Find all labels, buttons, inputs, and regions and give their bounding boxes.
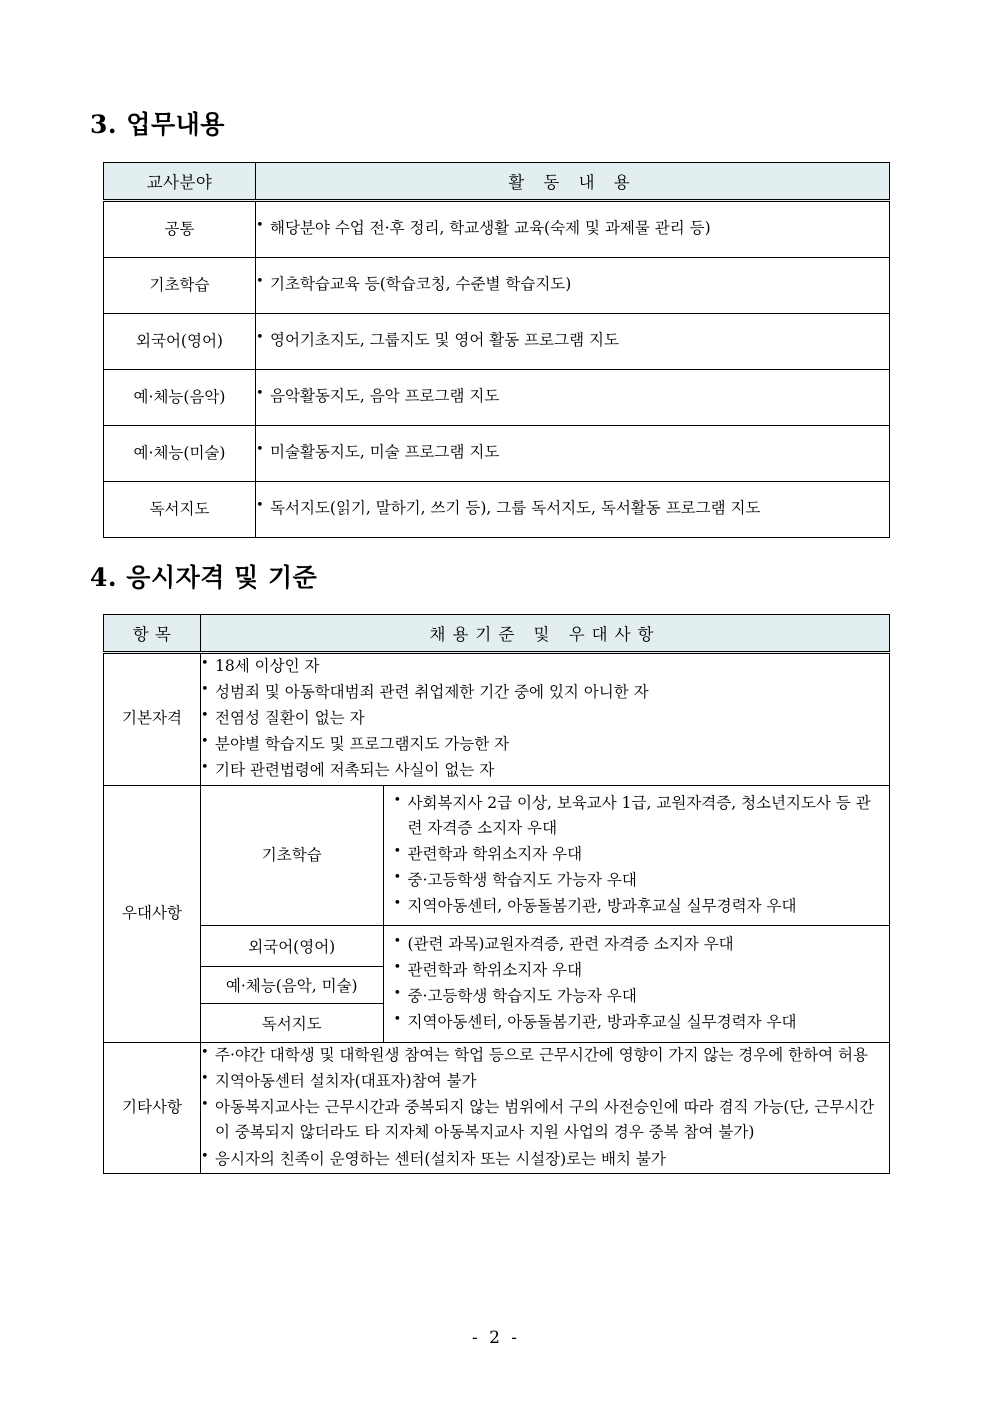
- bullet-item: • 영어기초지도, 그룹지도 및 영어 활동 프로그램 지도: [256, 328, 889, 353]
- bullet-item: • 18세 이상인 자: [201, 654, 889, 679]
- bullet-item: • 사회복지사 2급 이상, 보육교사 1급, 교원자격증, 청소년지도사 등 관련 자격증 소지자 우대: [394, 791, 882, 841]
- table-row: [104, 314, 890, 370]
- column-header-activity-content: 활 동 내 용: [256, 163, 890, 201]
- column-header-criteria: 채용기준 및 우대사항: [201, 615, 890, 653]
- bullet-item: • 응시자의 친족이 운영하는 센터(설치자 또는 시설장)로는 배치 불가: [201, 1147, 889, 1172]
- subgroup-label-reading-guidance: 독서지도: [261, 1015, 322, 1034]
- duty-content: [256, 314, 890, 370]
- duty-content: [256, 426, 890, 482]
- table-row: [104, 258, 890, 314]
- column-header-item: 항 목: [104, 615, 201, 653]
- preferred-subgroup-basic-learning: [201, 786, 889, 926]
- bullet-item: • 성범죄 및 아동학대범죄 관련 취업제한 기간 중에 있지 아니한 자: [201, 680, 889, 705]
- duty-category: 예·체능(음악): [104, 370, 256, 426]
- bullet-item: • 지역아동센터, 아동돌봄기관, 방과후교실 실무경력자 우대: [394, 1010, 882, 1035]
- bullet-item: • 기초학습교육 등(학습코칭, 수준별 학습지도): [256, 272, 889, 297]
- other-matters-content: [201, 1043, 890, 1174]
- bullet-item: • 해당분야 수업 전·후 정리, 학교생활 교육(숙제 및 과제물 관리 등): [256, 216, 889, 241]
- duty-content: [256, 482, 890, 538]
- bullet-item: • 관련학과 학위소지자 우대: [394, 842, 882, 867]
- qualification-item-label: 기타사항: [104, 1043, 201, 1174]
- preferred-content: [201, 785, 890, 1043]
- preferred-subtable: [201, 786, 889, 1043]
- qualifications-table: [103, 614, 890, 1174]
- qualification-item-label: 기본자격: [104, 653, 201, 786]
- bullet-item: • 지역아동센터, 아동돌봄기관, 방과후교실 실무경력자 우대: [394, 894, 882, 919]
- bullet-item: • 독서지도(읽기, 말하기, 쓰기 등), 그룹 독서지도, 독서활동 프로그램 지도: [256, 496, 889, 521]
- duty-category: 외국어(영어): [104, 314, 256, 370]
- subgroup-content: [383, 786, 889, 926]
- table-row: [104, 201, 890, 258]
- list-item: [201, 1004, 383, 1043]
- subgroup-content: [383, 926, 889, 1043]
- bullet-item: • 중·고등학생 학습지도 가능자 우대: [394, 984, 882, 1009]
- bullet-item: • 전염성 질환이 없는 자: [201, 706, 889, 731]
- bullet-item: • 분야별 학습지도 및 프로그램지도 가능한 자: [201, 732, 889, 757]
- table-row-other-matters: [104, 1043, 890, 1174]
- table-row: [104, 370, 890, 426]
- bullet-item: • 음악활동지도, 음악 프로그램 지도: [256, 384, 889, 409]
- duty-category: 공통: [104, 201, 256, 258]
- bullet-item: • 중·고등학생 학습지도 가능자 우대: [394, 868, 882, 893]
- preferred-subgroup-other-fields: [201, 926, 889, 1043]
- table-row: [104, 426, 890, 482]
- bullet-item: • 기타 관련법령에 저촉되는 사실이 없는 자: [201, 758, 889, 783]
- table-row-preferred: [104, 785, 890, 1043]
- bullet-item: • 관련학과 학위소지자 우대: [394, 958, 882, 983]
- section-heading-qualifications: 4. 응시자격 및 기준: [90, 563, 318, 592]
- list-item: [201, 926, 383, 967]
- qualification-item-label: 우대사항: [104, 785, 201, 1043]
- list-item: [201, 967, 383, 1004]
- table-row-basic-qualification: [104, 653, 890, 786]
- bullet-item: • (관련 과목)교원자격증, 관련 자격증 소지자 우대: [394, 932, 882, 957]
- duty-category: 기초학습: [104, 258, 256, 314]
- page-number: - 2 -: [471, 1328, 521, 1348]
- bullet-item: • 지역아동센터 설치자(대표자)참여 불가: [201, 1069, 889, 1094]
- duty-content: [256, 201, 890, 258]
- bullet-item: • 미술활동지도, 미술 프로그램 지도: [256, 440, 889, 465]
- table-header-row: [104, 163, 890, 201]
- duty-content: [256, 258, 890, 314]
- duty-category: 독서지도: [104, 482, 256, 538]
- section-heading-duties: 3. 업무내용: [90, 110, 225, 139]
- column-header-teacher-field: 교사분야: [104, 163, 256, 201]
- subgroup-label-foreign-language: 외국어(영어): [201, 926, 383, 967]
- bullet-item: • 아동복지교사는 근무시간과 중복되지 않는 범위에서 구의 사전승인에 따라 겸직 가능(단, 근무시간이 중복되지 않더라도 타 지자체 아동복지교사 지원 사업의 경우 중복 참여 불가): [201, 1095, 889, 1145]
- duties-table: [103, 162, 890, 538]
- subgroup-label-stack: [201, 926, 383, 1043]
- bullet-item: • 주·야간 대학생 및 대학원생 참여는 학업 등으로 근무시간에 영향이 가지 않는 경우에 한하여 허용: [201, 1043, 889, 1068]
- qualification-content: [201, 653, 890, 786]
- subgroup-label-arts-music-art: 예·체능(음악, 미술): [201, 967, 383, 1004]
- duty-category: 예·체능(미술): [104, 426, 256, 482]
- table-row: [104, 482, 890, 538]
- subgroup-label: 기초학습: [201, 786, 383, 926]
- table-header-row: [104, 615, 890, 653]
- subgroup-label-list: [201, 926, 383, 1042]
- duty-content: [256, 370, 890, 426]
